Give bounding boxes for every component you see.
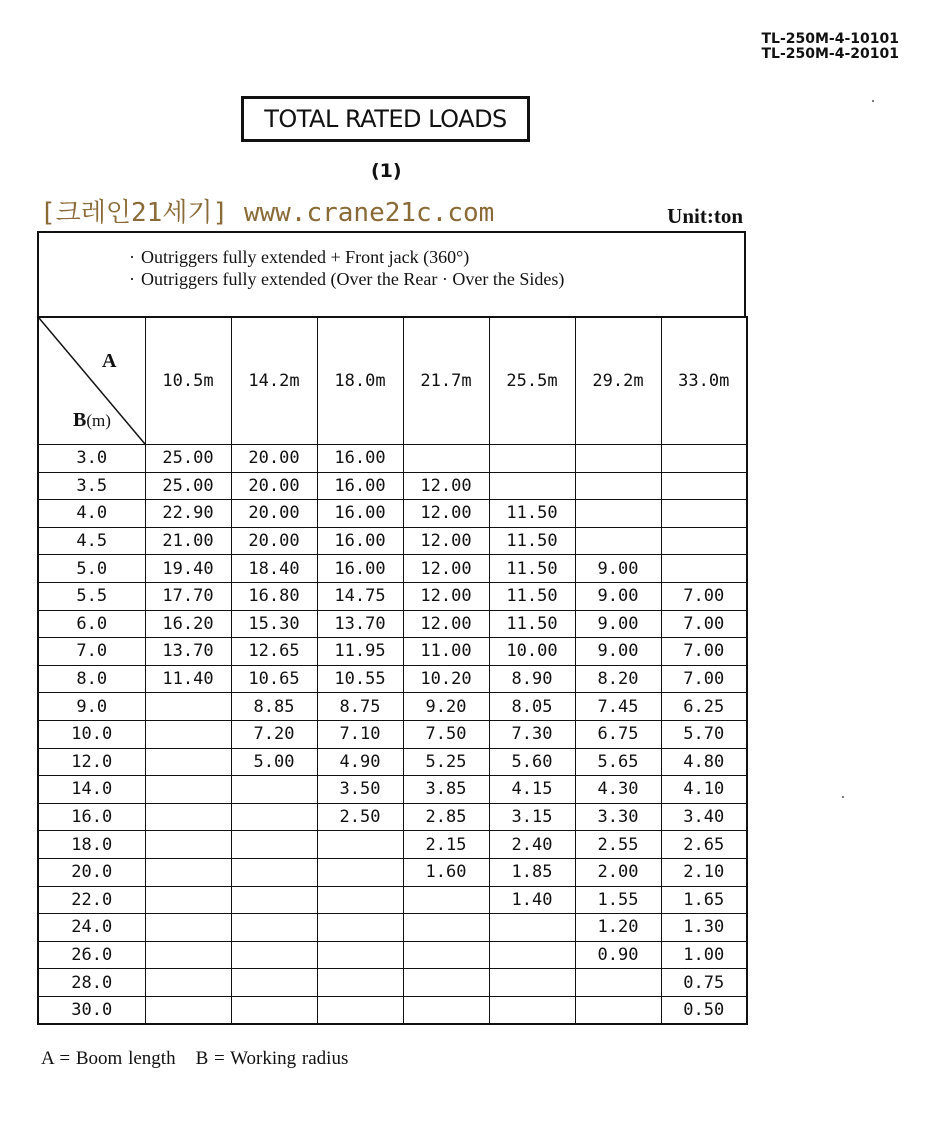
load-cell: 7.45 bbox=[575, 693, 661, 721]
load-cell: 16.00 bbox=[317, 527, 403, 555]
load-cell bbox=[575, 969, 661, 997]
load-cell: 5.60 bbox=[489, 748, 575, 776]
load-cell: 16.20 bbox=[145, 610, 231, 638]
model-code-1: TL-250M-4-10101 bbox=[761, 31, 899, 47]
load-cell: 11.00 bbox=[403, 638, 489, 666]
load-cell bbox=[231, 803, 317, 831]
load-cell: 10.00 bbox=[489, 638, 575, 666]
radius-cell: 8.0 bbox=[38, 665, 145, 693]
load-cell: 3.85 bbox=[403, 776, 489, 804]
load-cell: 4.15 bbox=[489, 776, 575, 804]
boom-length-header: 25.5m bbox=[489, 317, 575, 445]
load-cell: 10.20 bbox=[403, 665, 489, 693]
bullet-icon: · bbox=[129, 247, 135, 267]
load-cell bbox=[317, 858, 403, 886]
load-cell: 2.55 bbox=[575, 831, 661, 859]
table-row bbox=[38, 803, 747, 831]
radius-cell: 10.0 bbox=[38, 720, 145, 748]
radius-cell: 24.0 bbox=[38, 914, 145, 942]
load-cell bbox=[489, 996, 575, 1024]
radius-cell: 30.0 bbox=[38, 996, 145, 1024]
load-cell: 0.50 bbox=[661, 996, 747, 1024]
table-row bbox=[38, 610, 747, 638]
radius-cell: 14.0 bbox=[38, 776, 145, 804]
radius-cell: 26.0 bbox=[38, 941, 145, 969]
load-cell: 9.00 bbox=[575, 582, 661, 610]
scan-speck bbox=[842, 796, 844, 798]
table-row bbox=[38, 996, 747, 1024]
conditions-box bbox=[37, 231, 746, 318]
legend-boom-length: A = Boom length bbox=[41, 1048, 176, 1069]
load-cell bbox=[489, 941, 575, 969]
load-cell: 11.50 bbox=[489, 582, 575, 610]
radius-cell: 22.0 bbox=[38, 886, 145, 914]
load-cell bbox=[145, 969, 231, 997]
load-cell bbox=[231, 831, 317, 859]
load-cell bbox=[145, 693, 231, 721]
load-cell bbox=[575, 472, 661, 500]
load-cell bbox=[145, 831, 231, 859]
load-cell: 18.40 bbox=[231, 555, 317, 583]
load-cell: 3.50 bbox=[317, 776, 403, 804]
load-cell bbox=[145, 886, 231, 914]
radius-cell: 4.0 bbox=[38, 500, 145, 528]
load-cell bbox=[661, 527, 747, 555]
load-cell: 5.70 bbox=[661, 720, 747, 748]
legend-working-radius: B = Working radius bbox=[195, 1048, 349, 1069]
load-cell: 16.00 bbox=[317, 445, 403, 473]
table-row bbox=[38, 831, 747, 859]
load-cell: 7.00 bbox=[661, 610, 747, 638]
corner-label-b bbox=[73, 407, 111, 434]
load-cell: 7.10 bbox=[317, 720, 403, 748]
load-cell: 2.15 bbox=[403, 831, 489, 859]
load-cell bbox=[145, 914, 231, 942]
header-row bbox=[38, 317, 747, 445]
load-cell: 12.00 bbox=[403, 500, 489, 528]
table-row bbox=[38, 969, 747, 997]
load-cell: 4.30 bbox=[575, 776, 661, 804]
corner-label-b-letter: B bbox=[73, 409, 87, 431]
load-cell: 19.40 bbox=[145, 555, 231, 583]
load-cell: 4.80 bbox=[661, 748, 747, 776]
radius-cell: 5.0 bbox=[38, 555, 145, 583]
table-row bbox=[38, 776, 747, 804]
load-cell: 7.00 bbox=[661, 638, 747, 666]
load-cell: 20.00 bbox=[231, 472, 317, 500]
table-row bbox=[38, 555, 747, 583]
boom-length-header: 10.5m bbox=[145, 317, 231, 445]
unit-label: Unit:ton bbox=[667, 204, 743, 228]
page-title-text: TOTAL RATED LOADS bbox=[264, 105, 507, 133]
load-cell: 1.60 bbox=[403, 858, 489, 886]
load-cell: 7.50 bbox=[403, 720, 489, 748]
radius-cell: 6.0 bbox=[38, 610, 145, 638]
load-cell: 12.00 bbox=[403, 610, 489, 638]
load-cell: 1.20 bbox=[575, 914, 661, 942]
load-cell: 20.00 bbox=[231, 445, 317, 473]
load-cell bbox=[145, 720, 231, 748]
load-cell: 7.30 bbox=[489, 720, 575, 748]
table-row bbox=[38, 472, 747, 500]
load-cell: 17.70 bbox=[145, 582, 231, 610]
boom-length-header: 18.0m bbox=[317, 317, 403, 445]
load-cell bbox=[317, 941, 403, 969]
load-cell: 13.70 bbox=[145, 638, 231, 666]
load-cell bbox=[317, 886, 403, 914]
page-number: (1) bbox=[371, 160, 402, 182]
load-cell: 2.50 bbox=[317, 803, 403, 831]
load-cell bbox=[661, 500, 747, 528]
load-cell: 13.70 bbox=[317, 610, 403, 638]
load-cell: 3.40 bbox=[661, 803, 747, 831]
load-cell: 21.00 bbox=[145, 527, 231, 555]
condition-line bbox=[129, 268, 744, 290]
load-cell: 9.20 bbox=[403, 693, 489, 721]
load-cell bbox=[661, 472, 747, 500]
condition-line bbox=[129, 246, 744, 268]
load-cell: 1.85 bbox=[489, 858, 575, 886]
load-cell bbox=[231, 969, 317, 997]
load-cell bbox=[145, 996, 231, 1024]
load-cell: 3.15 bbox=[489, 803, 575, 831]
load-cell bbox=[145, 748, 231, 776]
load-cell: 8.75 bbox=[317, 693, 403, 721]
radius-cell: 4.5 bbox=[38, 527, 145, 555]
radius-cell: 20.0 bbox=[38, 858, 145, 886]
table-row bbox=[38, 858, 747, 886]
table-row bbox=[38, 941, 747, 969]
load-cell bbox=[403, 914, 489, 942]
load-cell: 8.20 bbox=[575, 665, 661, 693]
load-cell bbox=[575, 445, 661, 473]
load-cell: 7.20 bbox=[231, 720, 317, 748]
corner-label-b-unit: (m) bbox=[86, 411, 111, 430]
load-cell: 1.40 bbox=[489, 886, 575, 914]
load-cell bbox=[231, 996, 317, 1024]
load-cell bbox=[145, 858, 231, 886]
load-cell: 9.00 bbox=[575, 638, 661, 666]
load-cell: 4.90 bbox=[317, 748, 403, 776]
load-cell: 22.90 bbox=[145, 500, 231, 528]
load-cell: 11.50 bbox=[489, 610, 575, 638]
load-cell bbox=[317, 914, 403, 942]
radius-cell: 12.0 bbox=[38, 748, 145, 776]
corner-cell bbox=[38, 317, 145, 445]
load-cell: 5.00 bbox=[231, 748, 317, 776]
condition-text: Outriggers fully extended + Front jack (360°) bbox=[141, 247, 470, 267]
load-cell bbox=[661, 555, 747, 583]
load-cell: 8.85 bbox=[231, 693, 317, 721]
radius-cell: 18.0 bbox=[38, 831, 145, 859]
load-cell: 9.00 bbox=[575, 610, 661, 638]
boom-length-header: 29.2m bbox=[575, 317, 661, 445]
load-cell: 5.25 bbox=[403, 748, 489, 776]
load-cell: 11.50 bbox=[489, 555, 575, 583]
radius-cell: 28.0 bbox=[38, 969, 145, 997]
load-cell bbox=[403, 941, 489, 969]
corner-label-a: A bbox=[102, 350, 117, 372]
load-cell: 11.95 bbox=[317, 638, 403, 666]
load-cell: 12.00 bbox=[403, 582, 489, 610]
load-cell bbox=[231, 858, 317, 886]
load-cell bbox=[403, 996, 489, 1024]
load-cell: 2.10 bbox=[661, 858, 747, 886]
load-cell: 14.75 bbox=[317, 582, 403, 610]
rated-loads-table bbox=[37, 316, 748, 1025]
load-cell: 4.10 bbox=[661, 776, 747, 804]
model-code-2: TL-250M-4-20101 bbox=[761, 46, 899, 62]
load-cell bbox=[317, 969, 403, 997]
load-cell: 0.90 bbox=[575, 941, 661, 969]
table-body bbox=[38, 445, 747, 1025]
load-cell: 2.00 bbox=[575, 858, 661, 886]
load-cell: 25.00 bbox=[145, 445, 231, 473]
watermark: [크레인21세기] www.crane21c.com bbox=[40, 198, 495, 228]
load-cell: 16.00 bbox=[317, 555, 403, 583]
load-cell: 16.00 bbox=[317, 472, 403, 500]
load-cell: 16.80 bbox=[231, 582, 317, 610]
load-cell bbox=[403, 445, 489, 473]
load-cell: 1.00 bbox=[661, 941, 747, 969]
radius-cell: 5.5 bbox=[38, 582, 145, 610]
load-cell bbox=[231, 914, 317, 942]
load-cell bbox=[231, 941, 317, 969]
table-row bbox=[38, 500, 747, 528]
load-cell bbox=[489, 472, 575, 500]
load-cell bbox=[489, 969, 575, 997]
load-cell: 3.30 bbox=[575, 803, 661, 831]
load-cell: 10.55 bbox=[317, 665, 403, 693]
load-cell bbox=[145, 776, 231, 804]
load-cell: 25.00 bbox=[145, 472, 231, 500]
scan-speck bbox=[872, 100, 874, 102]
condition-text: Outriggers fully extended (Over the Rear · Over the Sides) bbox=[141, 269, 565, 289]
radius-cell: 3.0 bbox=[38, 445, 145, 473]
boom-length-header: 14.2m bbox=[231, 317, 317, 445]
load-cell: 11.50 bbox=[489, 500, 575, 528]
load-cell: 15.30 bbox=[231, 610, 317, 638]
load-cell bbox=[403, 886, 489, 914]
load-cell bbox=[489, 445, 575, 473]
table-row bbox=[38, 665, 747, 693]
load-cell: 0.75 bbox=[661, 969, 747, 997]
load-cell: 12.65 bbox=[231, 638, 317, 666]
load-cell: 10.65 bbox=[231, 665, 317, 693]
boom-length-header: 21.7m bbox=[403, 317, 489, 445]
load-cell: 8.90 bbox=[489, 665, 575, 693]
load-cell bbox=[145, 941, 231, 969]
load-cell: 7.00 bbox=[661, 582, 747, 610]
page-title bbox=[241, 96, 530, 142]
load-cell: 8.05 bbox=[489, 693, 575, 721]
load-cell: 6.75 bbox=[575, 720, 661, 748]
load-cell bbox=[231, 776, 317, 804]
load-cell: 12.00 bbox=[403, 527, 489, 555]
boom-length-header: 33.0m bbox=[661, 317, 747, 445]
load-cell bbox=[403, 969, 489, 997]
load-cell bbox=[575, 996, 661, 1024]
load-cell: 5.65 bbox=[575, 748, 661, 776]
load-cell: 16.00 bbox=[317, 500, 403, 528]
load-cell bbox=[661, 445, 747, 473]
radius-cell: 16.0 bbox=[38, 803, 145, 831]
load-cell: 1.30 bbox=[661, 914, 747, 942]
table-row bbox=[38, 914, 747, 942]
load-cell bbox=[489, 914, 575, 942]
model-codes bbox=[761, 32, 899, 62]
load-cell: 6.25 bbox=[661, 693, 747, 721]
load-cell bbox=[317, 831, 403, 859]
load-cell: 7.00 bbox=[661, 665, 747, 693]
table-row bbox=[38, 720, 747, 748]
table-row bbox=[38, 445, 747, 473]
radius-cell: 9.0 bbox=[38, 693, 145, 721]
load-cell: 12.00 bbox=[403, 555, 489, 583]
table-row bbox=[38, 638, 747, 666]
load-cell: 11.40 bbox=[145, 665, 231, 693]
table-row bbox=[38, 886, 747, 914]
table-row bbox=[38, 693, 747, 721]
radius-cell: 3.5 bbox=[38, 472, 145, 500]
table-row bbox=[38, 582, 747, 610]
load-cell bbox=[231, 886, 317, 914]
legend bbox=[41, 1048, 348, 1070]
load-cell: 11.50 bbox=[489, 527, 575, 555]
load-cell: 20.00 bbox=[231, 500, 317, 528]
load-cell: 1.55 bbox=[575, 886, 661, 914]
load-cell: 12.00 bbox=[403, 472, 489, 500]
radius-cell: 7.0 bbox=[38, 638, 145, 666]
table-row bbox=[38, 748, 747, 776]
load-cell: 1.65 bbox=[661, 886, 747, 914]
bullet-icon: · bbox=[129, 269, 135, 289]
load-cell: 2.40 bbox=[489, 831, 575, 859]
load-cell bbox=[575, 527, 661, 555]
table-row bbox=[38, 527, 747, 555]
load-cell: 9.00 bbox=[575, 555, 661, 583]
load-cell: 2.85 bbox=[403, 803, 489, 831]
load-cell bbox=[317, 996, 403, 1024]
load-cell: 2.65 bbox=[661, 831, 747, 859]
load-cell bbox=[575, 500, 661, 528]
load-cell: 20.00 bbox=[231, 527, 317, 555]
load-cell bbox=[145, 803, 231, 831]
